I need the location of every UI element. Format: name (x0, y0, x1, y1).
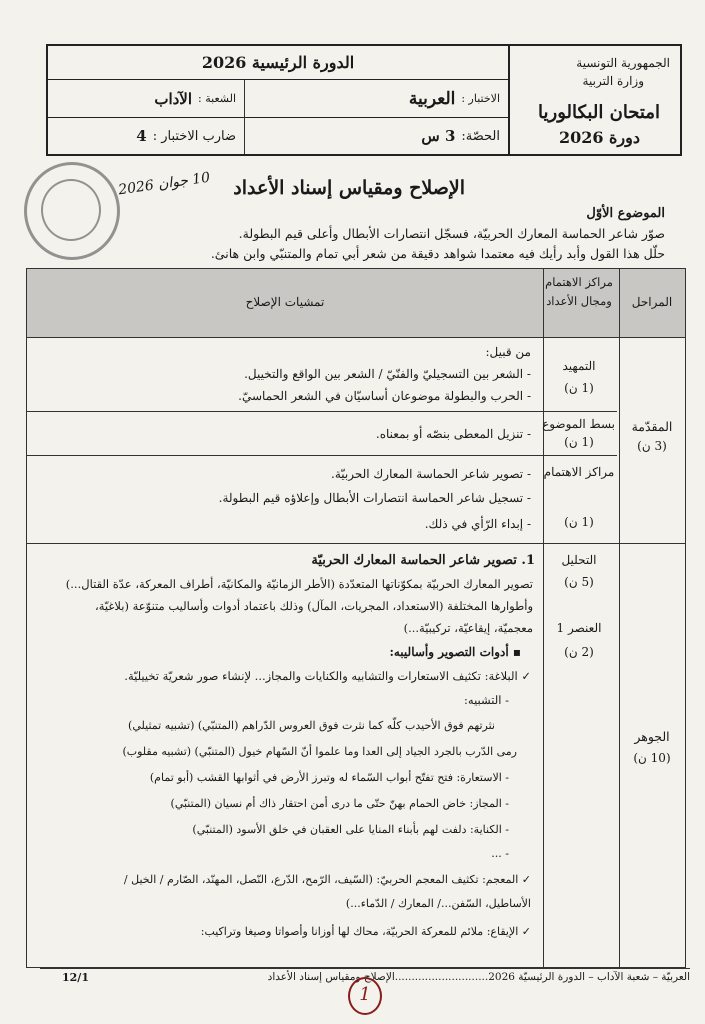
subject-cell (260, 80, 500, 117)
para-line-2: وأطوارها المختلفة (الاستعداد، المجريات، المآل) وذلك باعتماد أدوات وأساليب متنوّعة (بلاغيّة، (95, 599, 533, 613)
tools-title-text: أدوات التصوير وأساليبه: (389, 645, 509, 659)
correction-table (26, 268, 686, 968)
intro-pts-2: (1 ن) (564, 435, 594, 449)
intro-line-1c: - الحرب والبطولة موضوعان أساسيّان في الشعر الحماسيّ. (238, 389, 531, 403)
header-correction: تمشيات الإصلاح (245, 295, 325, 309)
exam-year: دورة 2026 (558, 128, 640, 147)
coef-value: 4 (136, 127, 147, 145)
header-focus: مراكز الاهتمام ومجال الأعداد (545, 275, 613, 308)
page-footer (40, 968, 690, 1005)
intro-line-3b: - تسجيل شاعر الحماسة انتصارات الأبطال وإعلاؤه قيم البطولة. (218, 491, 531, 505)
example-4-text: المجاز: خاض الحمام بهنّ حتّى ما درى أمن احتقار ذاك أم نسيان (المتنبّي) (170, 797, 502, 810)
ellipsis: - ... (491, 847, 509, 860)
simile-text: التشبيه: (464, 693, 502, 707)
session-title: الدورة الرئيسية 2026 (201, 53, 355, 72)
element-pts: (2 ن) (564, 645, 594, 659)
example-5-text: الكناية: دلفت لهم بأبناء المنايا على العقبان في خلق الأسود (المتنبّي) (192, 823, 502, 836)
intro-label: المقدّمة (631, 419, 673, 434)
intro-pts-3: (1 ن) (564, 515, 594, 529)
topic-line-1: صوّر شاعر الحماسة المعارك الحربيّة، فسجّل انتصارات الأبطال وأعلى قيم البطولة. (238, 226, 665, 241)
intro-focus-1: التمهيد (562, 359, 596, 373)
header-box (46, 44, 682, 156)
rhetoric-line: ✓ البلاغة: تكثيف الاستعارات والتشابيه والكنايات والمجاز... لإنشاء صور شعريّة تخييليّة. (124, 669, 531, 683)
branch-value: الآداب (154, 89, 193, 108)
simile-label: - التشبيه: (464, 693, 509, 707)
branch-cell (56, 80, 236, 117)
example-1: نثرتهم فوق الأحيدب كلّه كما نثرت فوق العروس الدّراهم (المتنبّي) (تشبيه تمثيلي) (128, 719, 495, 732)
rhetoric-text: البلاغة: تكثيف الاستعارات والتشابيه والكنايات والمجاز... لإنشاء صور شعريّة تخييليّة. (124, 669, 518, 683)
coef-cell (56, 118, 236, 154)
example-2: رمى الدّرب بالجرد الجياد إلى العدا وما علموا أنّ السّهام خيول (المتنبّي) (تشبيه مقلوب) (122, 745, 517, 758)
body-label: الجوهر (634, 729, 670, 744)
topic-line-2: حلّل هذا القول وأبد رأيك فيه معتمدا شواهد دقيقة من شعر أبي تمام والمتنبّي وابن هانئ. (210, 246, 665, 261)
page-title: الإصلاح ومقياس إسناد الأعداد (233, 177, 465, 199)
intro-focus-2: بسط الموضوع (542, 417, 615, 431)
tools-title: ▪ أدوات التصوير وأساليبه: (389, 645, 521, 659)
intro-focus-3: مراكز الاهتمام (543, 465, 615, 479)
para-line-3: معجميّة، إيقاعيّة، تركيبيّة...) (403, 621, 533, 635)
analysis-label: التحليل (561, 553, 597, 567)
intro-pts-1: (1 ن) (564, 381, 594, 395)
topic-heading: الموضوع الأوّل (586, 206, 665, 221)
intro-line-1a: من قبيل: (485, 345, 531, 359)
lexicon-line-2: الأساطيل، السّفن.../ المعارك / الدّماء...) (345, 897, 531, 910)
header-stages: المراحل (631, 295, 673, 309)
duration-value: 3 س (421, 127, 456, 145)
official-stamp (24, 162, 120, 260)
example-5: - الكناية: دلفت لهم بأبناء المنايا على العقبان في خلق الأسود (المتنبّي) (192, 823, 509, 836)
footer-page: 12/1 (62, 971, 89, 984)
example-4: - المجاز: خاض الحمام بهنّ حتّى ما درى أمن احتقار ذاك أم نسيان (المتنبّي) (170, 797, 509, 810)
intro-line-3c: - إبداء الرّأي في ذلك. (424, 517, 531, 531)
footer-text: العربيّة – شعبة الآداب – الدورة الرئيسيّة 2026............................الإصلاح ومقياس إسناد الأعداد (267, 971, 690, 983)
intro-points: (3 ن) (637, 439, 667, 453)
rhythm-text: الإيقاع: ملائم للمعركة الحربيّة، محاك لها أوزانا وأصواتا وصيغا وتراكيب: (200, 925, 519, 938)
intro-line-2a: - تنزيل المعطى بنصّه أو بمعناه. (375, 427, 531, 441)
page-mark: 1 (348, 977, 382, 1015)
intro-line-1b: - الشعر بين التسجيليّ والفنّيّ / الشعر بين الواقع والتخييل. (244, 367, 531, 381)
republic-label: الجمهورية التونسية (576, 56, 670, 70)
duration-label: الحصّة: (461, 128, 500, 144)
subject-label: الاختبار : (461, 92, 500, 105)
header-row-session (48, 46, 508, 80)
intro-line-3a: - تصوير شاعر الحماسة المعارك الحربيّة. (331, 467, 531, 481)
lexicon-text: المعجم: تكثيف المعجم الحربيّ: (السّيف، الرّمح، الدّرع، النّصل، المهنّد، الصّارم / الخيل / (123, 873, 519, 886)
subject-value: العربية (408, 88, 456, 109)
example-3-text: الاستعارة: فتح تفتّح أبواب السّماء له وتبرز الأرض في أثوابها القشب (أبو تمام) (149, 771, 502, 784)
header-right-column (508, 46, 680, 154)
para-line-1: تصوير المعارك الحربيّة بمكوّناتها المتعدّدة (الأطر الزمانيّة والمكانيّة، أطراف المعركة، عدّة القتال...) (65, 577, 533, 591)
header-row-duration (48, 118, 508, 154)
analysis-pts: (5 ن) (564, 575, 594, 589)
branch-label: الشعبة : (198, 92, 236, 105)
lexicon-line: ✓ المعجم: تكثيف المعجم الحربيّ: (السّيف، الرّمح، الدّرع، النّصل، المهنّد، الصّارم / الخيل / (123, 873, 531, 886)
exam-name: امتحان البكالوريا (538, 102, 660, 123)
duration-cell (260, 118, 500, 154)
stamp-date: 10 جوان 2026 (117, 169, 212, 199)
ministry-label: وزارة التربية (582, 74, 644, 88)
example-3: - الاستعارة: فتح تفتّح أبواب السّماء له وتبرز الأرض في أثوابها القشب (أبو تمام) (149, 771, 509, 784)
coef-label: ضارب الاختبار : (152, 128, 236, 144)
element-label: العنصر 1 (556, 621, 602, 635)
header-row-subject (48, 80, 508, 118)
body-points: (10 ن) (633, 751, 671, 765)
rhythm-line: ✓ الإيقاع: ملائم للمعركة الحربيّة، محاك لها أوزانا وأصواتا وصيغا وتراكيب: (200, 925, 531, 938)
section-title: 1. تصوير شاعر الحماسة المعارك الحربيّة (311, 553, 535, 568)
